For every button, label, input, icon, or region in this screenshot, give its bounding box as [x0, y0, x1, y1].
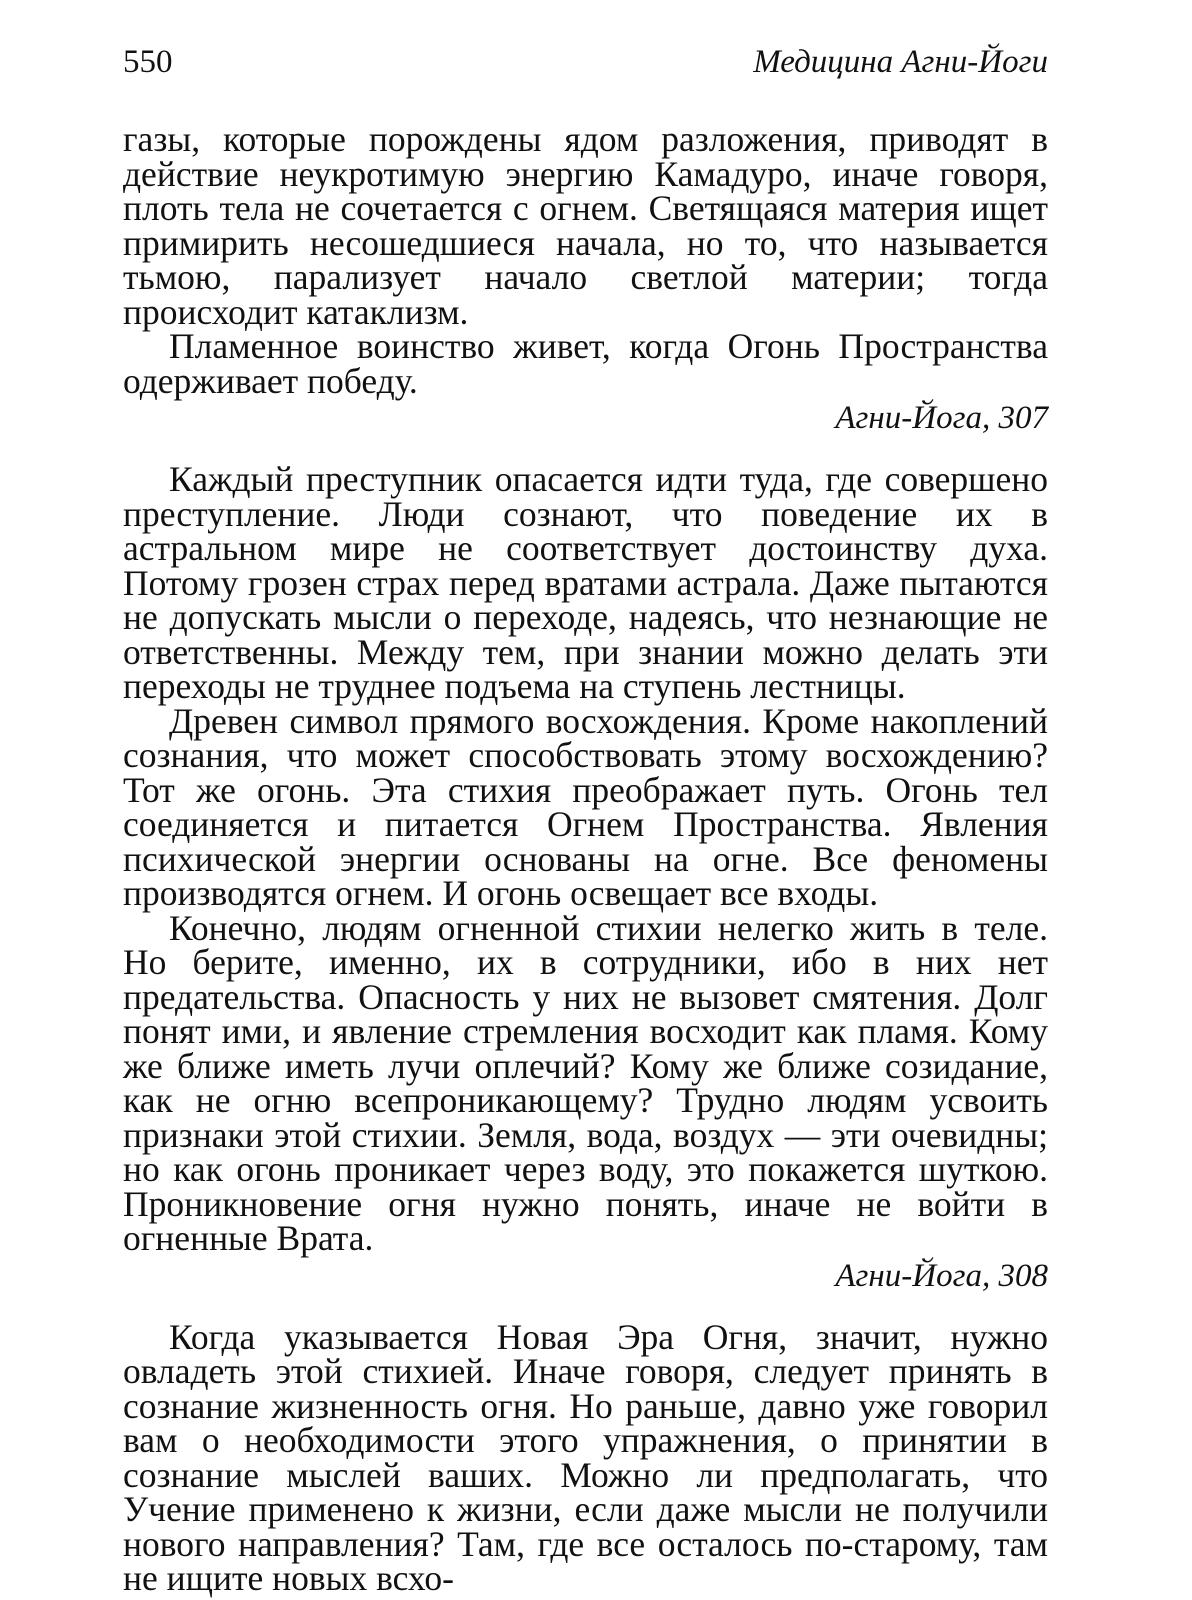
source-citation: Агни-Йога, 307: [835, 400, 1048, 436]
page-number: 550: [123, 44, 173, 80]
paragraph: Когда указывается Новая Эра Огня, значит, нужно овладеть этой стихией. Иначе говоря, следует принять в сознание жизненность огня. Но раньше, давно уже говорил вам о необходимости этого упражнения, о принятии в сознание мыслей ваших. Можно ли предполагать, что Учение применено к жизни, если даже мысли не получили нового направления? Там, где все осталось по-старому, там не ищите новых всхо-: [123, 1316, 1048, 1598]
paragraph: газы, которые порождены ядом разложения, приводят в действие неукротимую энергию Камадуро, иначе говоря, плоть тела не сочетается с огнем. Светящаяся материя ищет примирить несошедшиеся начала, но то, что называется тьмою, парализует начало светлой материи; тогда происходит катаклизм.: [123, 119, 1048, 332]
running-head: [123, 40, 1048, 84]
paragraph: Каждый преступник опасается идти туда, где совершено преступление. Люди сознают, что поведение их в астральном мире не соответствует достоинству духа. Потому грозен страх перед вратами астрала. Даже пытаются не допускать мысли о переходе, надеясь, что незнающие не ответственны. Между тем, при знании можно делать эти переходы не труднее подъема на ступень лестницы.: [123, 459, 1048, 706]
section-gap: [123, 1294, 1048, 1320]
book-title: Медицина Агни-Йоги: [753, 44, 1048, 80]
paragraph: Пламенное воинство живет, когда Огонь Пространства одерживает победу.: [123, 326, 1048, 401]
book-page: [123, 0, 1048, 1600]
paragraph: Древен символ прямого восхождения. Кроме накоплений сознания, что может способствовать этому восхождению? Тот же огонь. Эта стихия преображает путь. Огонь тел соединяется и питается Огнем Пространства. Явления психической энергии основаны на огне. Все феномены производятся огнем. И огонь освещает все входы.: [123, 700, 1048, 913]
body-text: [123, 119, 1048, 1598]
paragraph: Конечно, людям огненной стихии нелегко жить в теле. Но берите, именно, их в сотрудники, ибо в них нет предательства. Опасность у них не вызовет смятения. Долг понят ими, и явление стремления восходит как пламя. Кому же ближе иметь лучи оплечий? Кому же ближе созидание, как не огню всепроникающему? Трудно людям усвоить признаки этой стихии. Земля, вода, воздух — эти очевидны; но как огонь проникает через воду, это покажется шуткою. Проникновение огня нужно понять, иначе не войти в огненные Врата.: [123, 907, 1048, 1258]
source-citation: Агни-Йога, 308: [835, 1257, 1048, 1294]
